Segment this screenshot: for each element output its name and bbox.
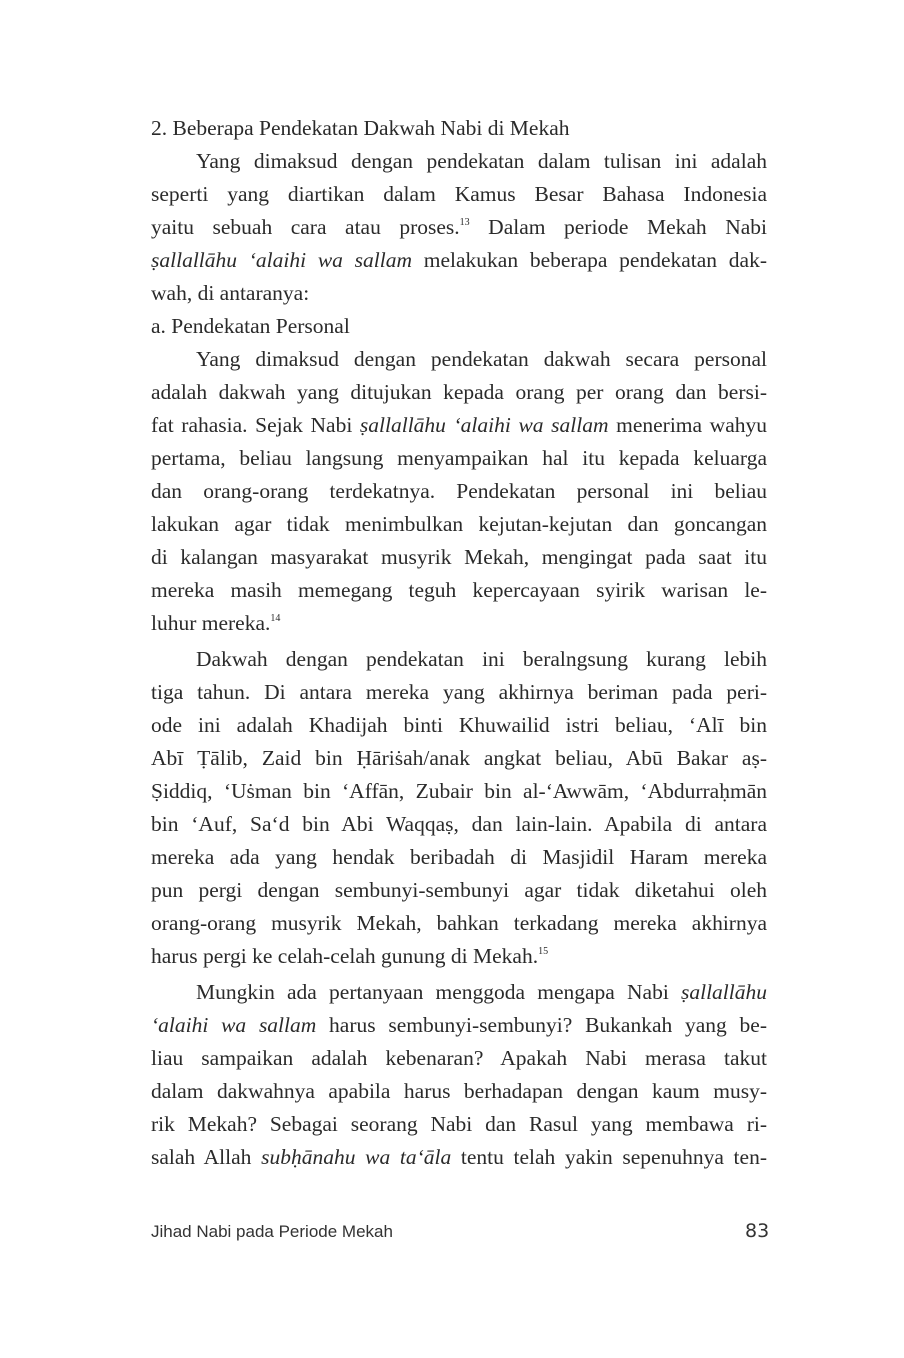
paragraph-line: Ṣiddiq, ‘Uṡman bin ‘Affān, Zubair bin al-‘Awwām, ‘Abdurraḥmān — [151, 779, 767, 803]
footnote-ref-13[interactable]: 13 — [459, 217, 470, 228]
sub-heading: a. Pendekatan Personal — [151, 314, 350, 338]
paragraph-line: Yang dimaksud dengan pendekatan dakwah secara personal — [196, 347, 767, 371]
text-run: Mungkin ada pertanyaan menggoda mengapa Nabi — [196, 980, 681, 1004]
paragraph-line: di kalangan masyarakat musyrik Mekah, mengingat pada saat itu — [151, 545, 767, 569]
paragraph-line: Abī Ṭālib, Zaid bin Ḥāriṡah/anak angkat beliau, Abū Bakar aṣ- — [151, 746, 767, 770]
text-run: harus pergi ke celah-celah gunung di Mekah. — [151, 944, 539, 968]
paragraph-line: liau sampaikan adalah kebenaran? Apakah Nabi merasa takut — [151, 1046, 767, 1070]
honorific-italic: ‘alaihi wa sallam — [151, 1013, 317, 1037]
paragraph-line: Dakwah dengan pendekatan ini beralngsung kurang lebih — [196, 647, 767, 671]
text-run: yaitu sebuah cara atau proses. — [151, 215, 460, 239]
page-number: 83 — [745, 1220, 770, 1242]
text-run: fat rahasia. Sejak Nabi — [151, 413, 360, 437]
paragraph-line: rik Mekah? Sebagai seorang Nabi dan Rasul yang membawa ri- — [151, 1112, 767, 1136]
honorific-italic: ṣallallāhu ‘alaihi wa sallam — [151, 248, 413, 272]
paragraph-line: pertama, beliau langsung menyampaikan hal itu kepada keluarga — [151, 446, 767, 470]
paragraph-line: pun pergi dengan sembunyi-sembunyi agar tidak diketahui oleh — [151, 878, 767, 902]
text-run: harus sembunyi-sembunyi? Bukankah yang be- — [316, 1013, 768, 1037]
text-run: melakukan beberapa pendekatan dak- — [412, 248, 767, 272]
paragraph-line — [151, 409, 767, 442]
paragraph-line — [151, 1009, 767, 1042]
paragraph-line — [151, 607, 767, 640]
paragraph-line: dalam dakwahnya apabila harus berhadapan dengan kaum musy- — [151, 1079, 767, 1103]
paragraph-line: mereka masih memegang teguh kepercayaan syirik warisan le- — [151, 578, 767, 602]
running-title: Jihad Nabi pada Periode Mekah — [151, 1222, 393, 1241]
footnote-ref-14[interactable]: 14 — [270, 613, 281, 624]
text-run: luhur mereka. — [151, 611, 271, 635]
paragraph-line: orang-orang musyrik Mekah, bahkan terkadang mereka akhirnya — [151, 911, 767, 935]
footnote-ref-15[interactable]: 15 — [538, 946, 549, 957]
paragraph-line: ode ini adalah Khadijah binti Khuwailid istri beliau, ‘Alī bin — [151, 713, 767, 737]
text-run: menerima wahyu — [608, 413, 767, 437]
paragraph-line — [151, 1141, 767, 1174]
paragraph-line: adalah dakwah yang ditujukan kepada orang per orang dan bersi- — [151, 380, 767, 404]
honorific-italic: ṣallallāhu ‘alaihi wa sallam — [359, 413, 609, 437]
paragraph-line: lakukan agar tidak menimbulkan kejutan-kejutan dan goncangan — [151, 512, 767, 536]
honorific-italic: subḥānahu wa ta‘āla — [261, 1145, 452, 1169]
paragraph-line: seperti yang diartikan dalam Kamus Besar Bahasa Indonesia — [151, 182, 767, 206]
text-run: Dalam periode Mekah Nabi — [469, 215, 767, 239]
text-run: salah Allah — [151, 1145, 262, 1169]
honorific-italic: ṣallallāhu — [680, 980, 767, 1004]
paragraph-line: Yang dimaksud dengan pendekatan dalam tulisan ini adalah — [196, 149, 767, 173]
paragraph-line: mereka ada yang hendak beribadah di Masjidil Haram mereka — [151, 845, 767, 869]
section-heading: 2. Beberapa Pendekatan Dakwah Nabi di Mekah — [151, 116, 570, 140]
paragraph-line — [151, 940, 767, 973]
paragraph-line: dan orang-orang terdekatnya. Pendekatan personal ini beliau — [151, 479, 767, 503]
paragraph-line — [196, 976, 767, 1009]
paragraph-line: bin ‘Auf, Sa‘d bin Abi Waqqaṣ, dan lain-lain. Apabila di antara — [151, 812, 767, 836]
paragraph-line: tiga tahun. Di antara mereka yang akhirnya beriman pada peri- — [151, 680, 767, 704]
paragraph-line — [151, 244, 767, 277]
text-run: tentu telah yakin sepenuhnya ten- — [451, 1145, 767, 1169]
paragraph-line — [151, 211, 767, 244]
paragraph-line: wah, di antaranya: — [151, 281, 310, 305]
